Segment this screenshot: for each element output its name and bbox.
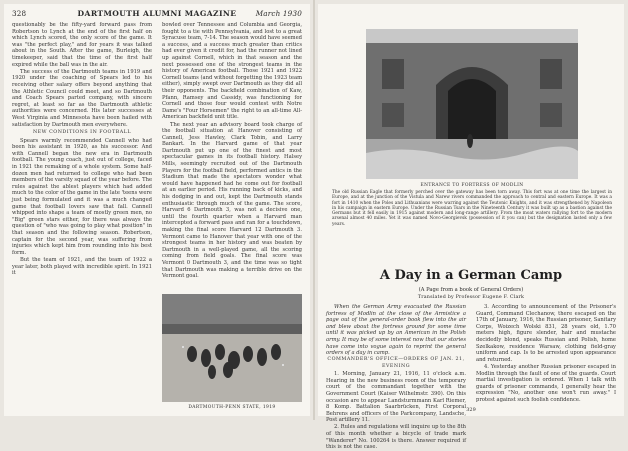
paragraph: bowled over Tennessee and Columbia and Georgia, fought to a tie with Pennsylvania, and lost to a great Syracuse team, 7-14. The season would have seemed a success, and a success much greater than critics had ever given it credit for, had the runner not lined up against Cornell, which in that season and the next possessed one of the strongest teams in the history of American football. Those 1921 and 1922 Cornell teams (and without forgetting the 1923 team either), simply swept over Dartmouth as they did all their opponents. The backfield combination of Kaw, Pfann, Ramsey and Cassidy, was functioning for Cornell and those four would contest with Notre Dame's "Four Horsemen" the right to an all-time All-American backfield unit title. bbox=[162, 22, 302, 121]
orders-heading: COMMANDER'S OFFICE—ORDERS OF JAN. 21, EVENING bbox=[327, 357, 465, 369]
left-page-header bbox=[12, 9, 302, 19]
right-page bbox=[318, 4, 624, 451]
article-title: A Day in a German Camp bbox=[379, 268, 563, 283]
paragraph: The next year an advisory board took charge of the football situation at Hanover consisting of Cannell, Jess Hawley, Clark Tobin, and Larry Bankart. In the Harvard game of that year Dartmouth put up one of the finest and most spectacular games in its football history. Halsey Mills, seemingly recruited out of the Dartmouth Players for the football field, performed antics in the Stadium that made the spectators wonder what would have happened had he come out for football at an earlier period. His running back of kicks, and his dodging in and out, kept the Dartmouth stands enthusiastic through much of the game. The score, Harvard 6 Dartmouth 3, was not a decisive one, until the fourth quarter when a Harvard man intercepted a forward pass and ran for a touchdown, making the final score Harvard 12 Dartmouth 3. Vermont came to Hanover that year with one of the strongest teams in her history and was beaten by Dartmouth in a well-played game, all the scoring coming from field goals. The final score was Vermont 0 Dartmouth 3, and the time was so tight that Dartmouth was making a terrible drive on the Vermont goal. bbox=[162, 121, 302, 280]
paragraph: 3. According to announcement of the Prisoner's Guard, Command Clechanow, there escaped on the 17th of January, 1916, the Russian prisoner, Sanitary Corps, Woizech Wolski 831, 28 years old, 1.70 meters high, figure slender, hair and mustache decidedly blond, speaks Russian and Polish, home Szelkakow, residence Warsaw, clothing field-gray uniform and cap. Is to be arrested upon appearance and returned. bbox=[476, 304, 616, 363]
right-column-1 bbox=[326, 304, 466, 451]
football-photo-caption: DARTMOUTH-PENN STATE, 1919 bbox=[188, 405, 276, 410]
article-translator: Translated by Professor Eugene F. Clark bbox=[417, 295, 525, 300]
paragraph: 1. Morning, January 21, 1916, 11 o'clock a.m. Hearing in the new business room of the temporary court of the commandant together with the Government Court (Kaiser Wilhelmstr. 390). On this occasion are to appear Landsturmmann Karl Riemer, 8 Komp. Battalion Saarbrücken, First Corporal Behrens and officers of the Parkcompany, Landsche, Post artillery 11. bbox=[326, 371, 466, 424]
fortress-photo-description: The old Russian Eagle that formerly perched over the gateway has been torn away. This fort was at one time the largest in Europe, and at the junction of the Vistula and Narew rivers commanded the approach to central and eastern Europe. It was a fort in 1410 when the Poles and Lithuanians were warring against the Teutonic Knights, and it was strengthened by Napoleon in his campaign in eastern Europe. Under the Russian Tsars in the Nineteenth Century it was built up as a bastion against the Germans but it fell easily in 1915 against modern and long-range artillery. From the moat waters rallying fort to the modern arsenal almost 40 miles. Yet it was named Novo-Georgievsk (possession of it you can) but the designation lasted only a few years. bbox=[332, 190, 612, 227]
left-column-1 bbox=[12, 22, 152, 412]
paragraph: Spears warmly recommended Cannell who had been his assistant in 1920, as his successor. And with Cannell began the new era in Dartmouth football. The young coach, just out of college, faced in 1921 the remaking of a whole system. Some half-dozen men had returned to college who had been members of the varsity squad of the year before. The rules against the ablest players which had added much to the color of the game in the late 'teens were just being formulated and it was a much changed game that football lovers saw that fall. Cannell whipped into shape a team of mostly green men, no "Big" green stars either, for there was always the question of "who was going to play what position" in that season and the following season. Robertson, captain for the second year, was suffering from injuries which kept him from rounding into his best form. bbox=[12, 137, 153, 256]
section-heading: NEW CONDITIONS IN FOOTBALL bbox=[32, 130, 132, 136]
right-column-2 bbox=[476, 304, 616, 408]
fortress-photo bbox=[366, 29, 578, 179]
article-subtitle: (A Page from a book of General Orders) bbox=[418, 287, 524, 293]
page-gutter bbox=[313, 0, 315, 420]
article-intro: When the German Army evacuated the Russian fortress of Modlin at the close of the Armistice a page out of the general-order book flew into the air and blew about the fortress ground for some time until it was picked up by an American in the Polish army. It may be of some interest now that our stories have come into vogue again to reprint the general orders of a day in camp. bbox=[326, 304, 466, 357]
left-page bbox=[4, 4, 310, 416]
issue-date: March 1930 bbox=[255, 9, 302, 18]
magazine-title: DARTMOUTH ALUMNI MAGAZINE bbox=[77, 9, 237, 18]
fortress-photo-caption: ENTRANCE TO FORTRESS OF MODLIN bbox=[420, 183, 524, 188]
paragraph: 4. Yesterday another Russian prisoner escaped in Modlin through the fault of one of the guards. Court martial investigation is ordered. When I talk with guards of prisoner commands, I generally hear the expression "No, another one won't run away." I protest against such foolish confidence. bbox=[476, 363, 616, 403]
football-game-photo bbox=[162, 294, 302, 402]
left-page-number: 328 bbox=[12, 9, 27, 18]
paragraph: But the team of 1921, and the team of 1922 a year later, both played with incredible spirit. In 1921 it bbox=[12, 256, 152, 277]
football-photo-image bbox=[162, 294, 302, 402]
left-column-2 bbox=[162, 22, 302, 284]
paragraph: 2. Rules and regulations will inquire up to the 8th of this month whether a bicycle of trade mark "Wanderer" No. 100264 is there. Answer required if this is not the case. bbox=[326, 424, 466, 451]
paragraph: questionably be the fifty-yard forward pass from Robertson to Lynch at the end of the first half on which Lynch scored, the only score of the game. It was "the perfect play," and for years it was talked about in the South. After the game, Burleigh, the timekeeper, said that the time of the first half expired while the ball was in the air. bbox=[12, 22, 152, 68]
paragraph: The success of the Dartmouth teams in 1919 and 1920 under the coaching of Spears led to his receiving other salary offers beyond anything that the Athletic Council could meet, and so Dartmouth and Coach Spears parted company, with sincere regret, at least so far as the Dartmouth athletic authorities were concerned. His later successes at West Virginia and Minnesota have been hailed with satisfaction by Dartmouth men everywhere. bbox=[12, 68, 152, 128]
right-page-number: 329 bbox=[466, 407, 476, 413]
fortress-photo-image bbox=[366, 29, 578, 179]
